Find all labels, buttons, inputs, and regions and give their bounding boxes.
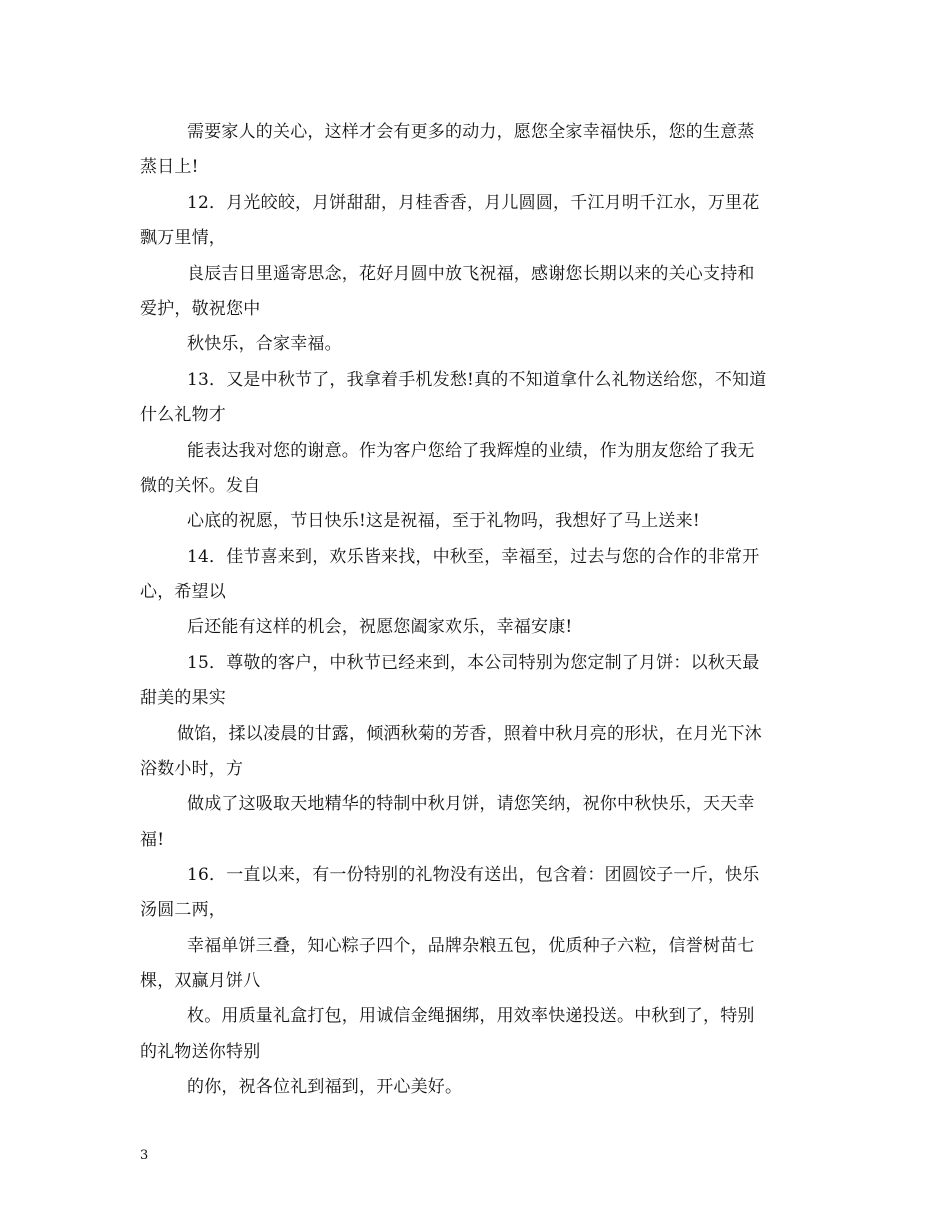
text-line: 的你，祝各位礼到福到，开心美好。 [187, 1077, 463, 1097]
text-line: 飘万里情， [140, 228, 226, 248]
text-line: 12．月光皎皎，月饼甜甜，月桂香香，月儿圆圆，千江月明千江水，万里花 [187, 193, 760, 213]
text-line: 后还能有这样的机会，祝愿您阖家欢乐，幸福安康! [187, 617, 573, 637]
text-line: 心，希望以 [140, 582, 226, 602]
text-line: 福! [140, 830, 165, 850]
page-number: 3 [140, 1148, 149, 1163]
text-line: 14．佳节喜来到，欢乐皆来找，中秋至，幸福至，过去与您的合作的非常开 [187, 547, 760, 567]
text-line: 爱护，敬祝您中 [140, 299, 261, 319]
text-line: 蒸日上! [140, 157, 199, 177]
text-line: 良辰吉日里遥寄思念，花好月圆中放飞祝福，感谢您长期以来的关心支持和 [187, 264, 755, 284]
text-line: 的礼物送你特别 [140, 1042, 261, 1062]
text-line: 汤圆二两， [140, 900, 226, 920]
text-line: 能表达我对您的谢意。作为客户您给了我辉煌的业绩，作为朋友您给了我无 [187, 441, 755, 461]
text-line: 棵，双赢月饼八 [140, 971, 261, 991]
text-line: 幸福单饼三叠，知心粽子四个，品牌杂粮五包，优质种子六粒，信誉树苗七 [187, 936, 755, 956]
text-line: 甜美的果实 [140, 688, 226, 708]
text-line: 浴数小时，方 [140, 759, 244, 779]
text-line: 什么礼物才 [140, 405, 226, 425]
text-line: 16．一直以来，有一份特别的礼物没有送出，包含着：团圆饺子一斤，快乐 [187, 865, 760, 885]
text-line: 做成了这吸取天地精华的特制中秋月饼，请您笑纳，祝你中秋快乐，天天幸 [187, 794, 755, 814]
text-line: 15．尊敬的客户，中秋节已经来到，本公司特别为您定制了月饼：以秋天最 [187, 653, 760, 673]
text-line: 秋快乐，合家幸福。 [187, 334, 342, 354]
text-line: 需要家人的关心，这样才会有更多的动力，愿您全家幸福快乐，您的生意蒸 [187, 122, 755, 142]
text-line: 微的关怀。发自 [140, 476, 261, 496]
text-line: 做馅，揉以凌晨的甘露，倾洒秋菊的芳香，照着中秋月亮的形状，在月光下沐 [177, 724, 762, 744]
text-line: 枚。用质量礼盒打包，用诚信金绳捆绑，用效率快递投送。中秋到了，特别 [187, 1006, 755, 1026]
text-line: 13．又是中秋节了，我拿着手机发愁!真的不知道拿什么礼物送给您，不知道 [187, 370, 767, 390]
text-line: 心底的祝愿，节日快乐!这是祝福，至于礼物吗，我想好了马上送来! [187, 511, 700, 531]
